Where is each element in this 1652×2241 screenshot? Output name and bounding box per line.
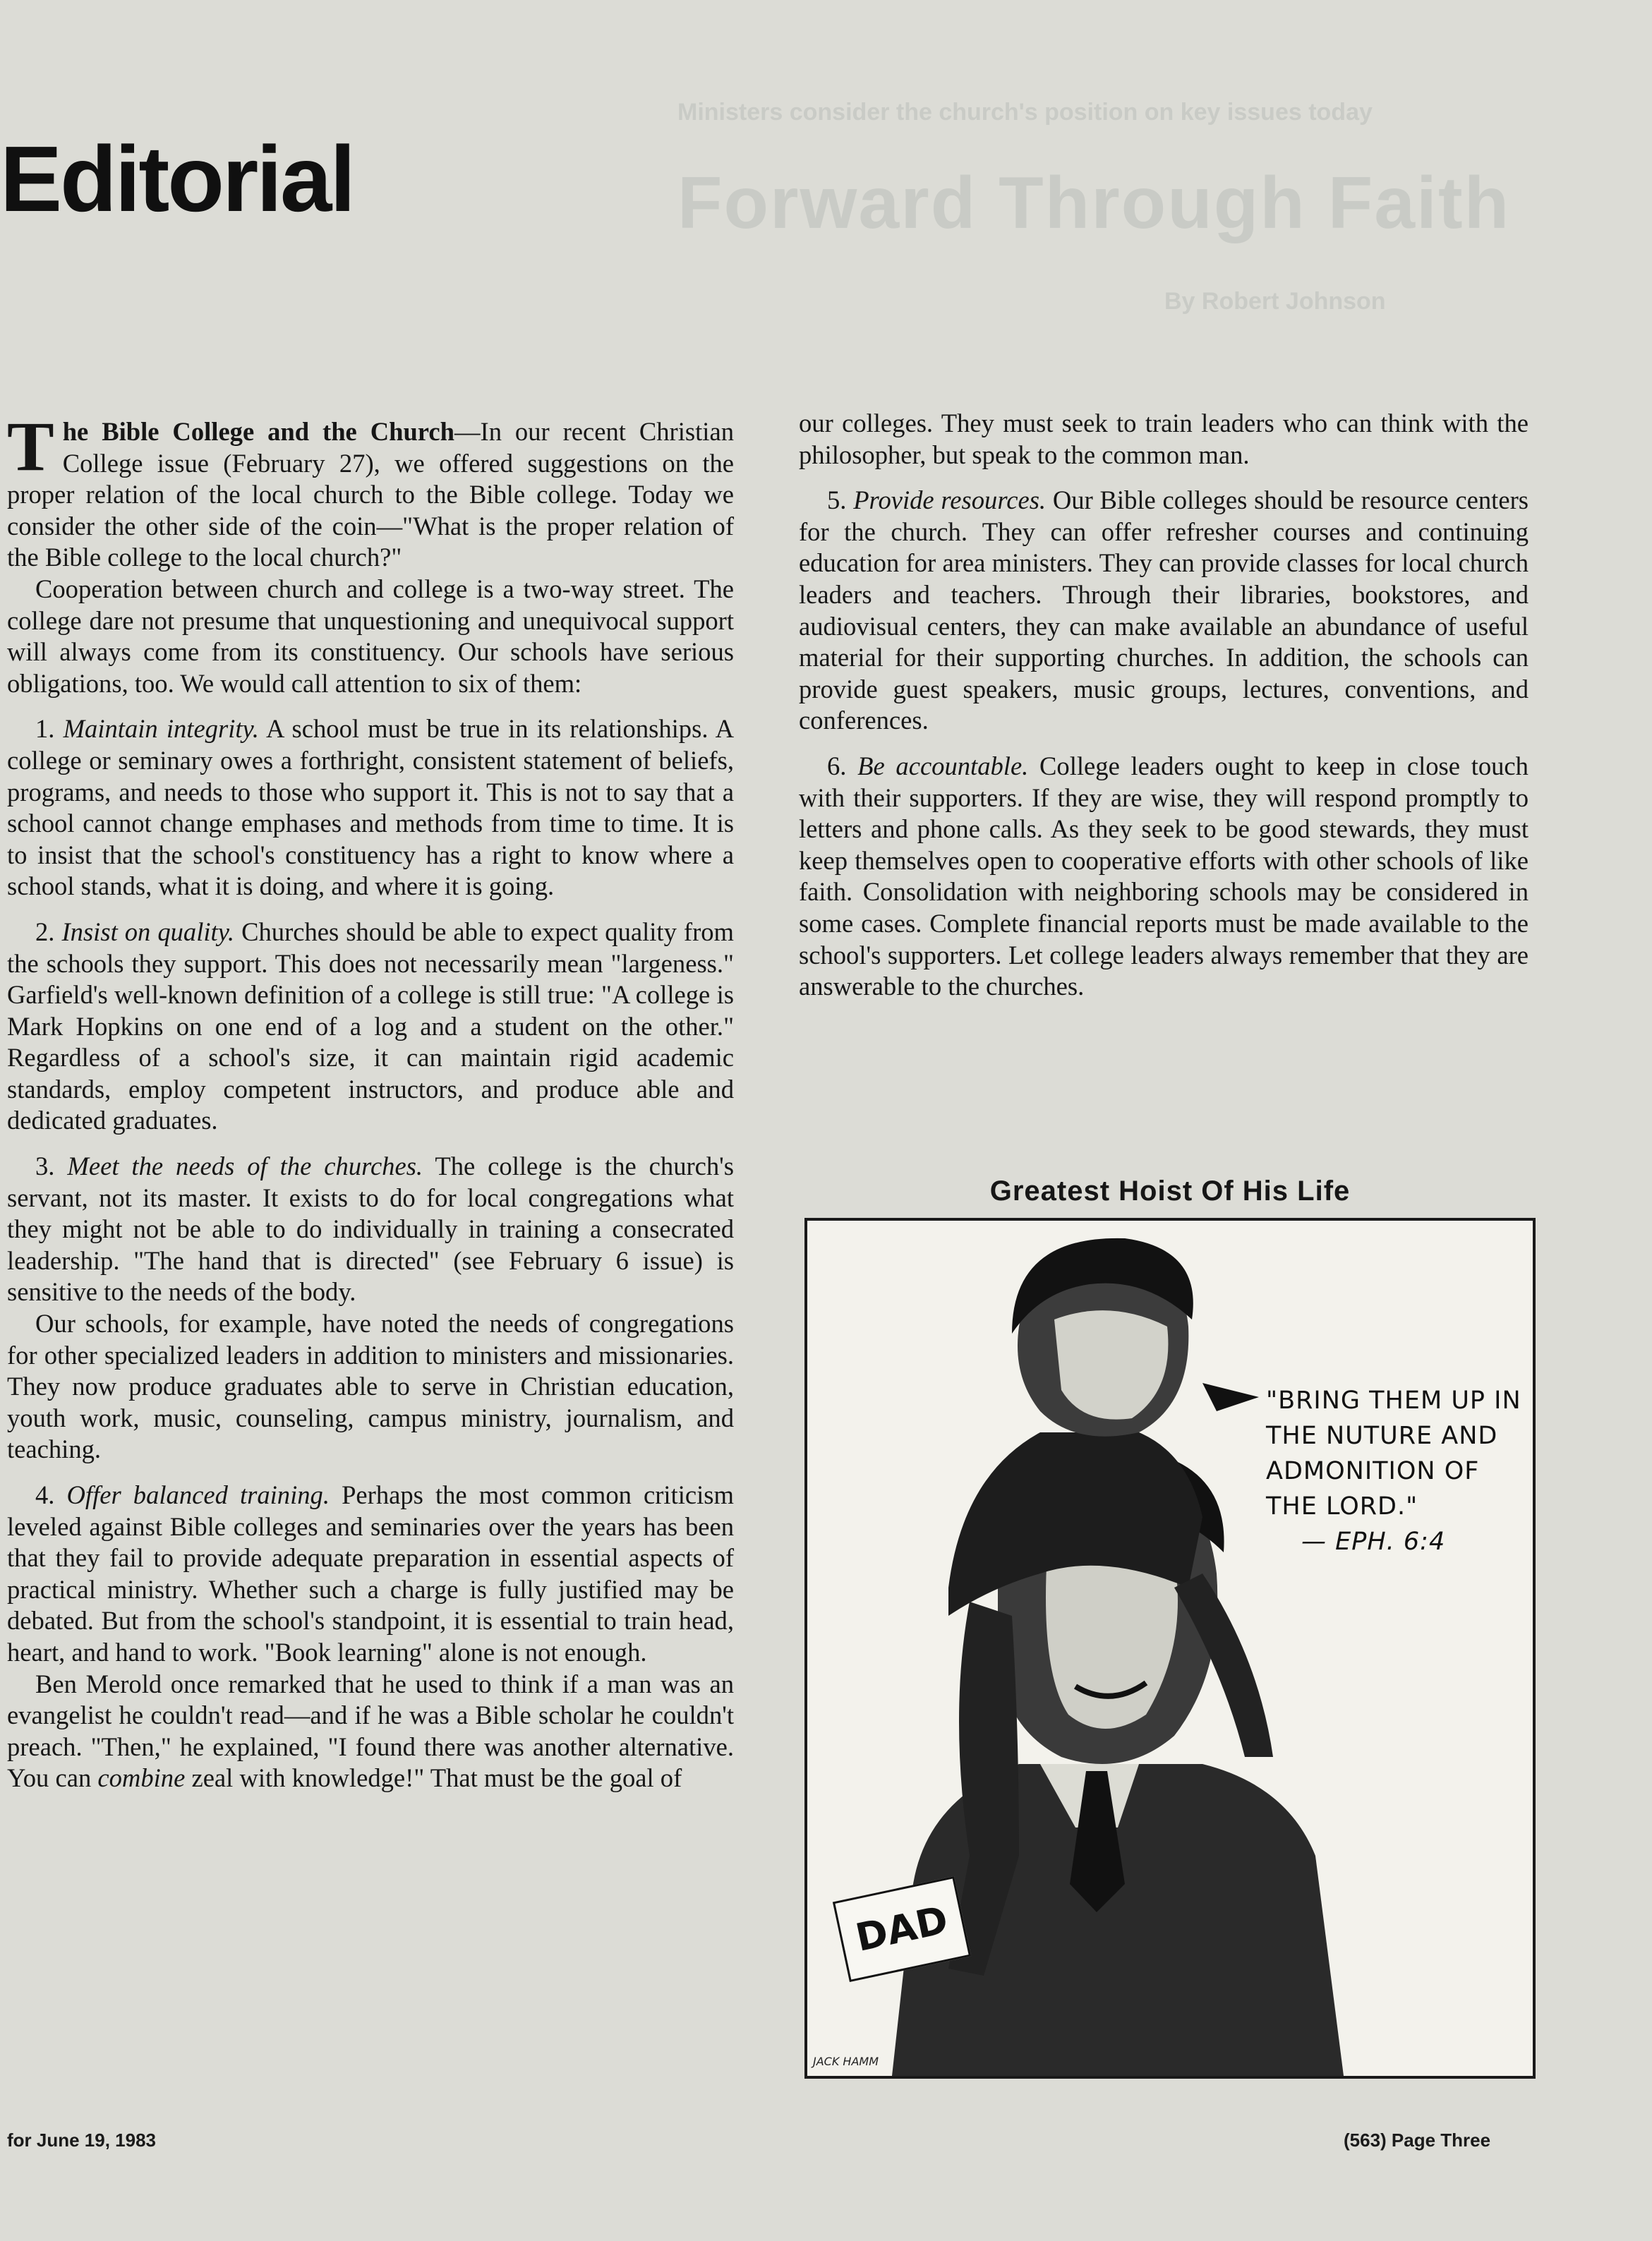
point-4-paragraph-a: Ben Merold once remarked that he used to think if a man was an evangelist he couldn't read—and if he was a Bible scholar he couldn't preach. "Then," he explained, "I found there was another alternative. You can (7, 1669, 734, 1793)
bleed-byline: By Robert Johnson (1164, 288, 1386, 315)
point-3 (7, 1151, 734, 1308)
bleed-title: Forward Through Faith (677, 162, 1511, 244)
point-5-number: 5. (827, 485, 847, 515)
point-2 (7, 917, 734, 1137)
lead-paragraph (7, 407, 734, 574)
point-4 (7, 1480, 734, 1669)
point-5 (799, 485, 1529, 737)
point-4-heading: Offer balanced training. (66, 1480, 330, 1509)
footer-page-number: (563) Page Three (1344, 2130, 1491, 2151)
lead-heading: he Bible College and the Church (62, 417, 454, 446)
article-column-right (799, 408, 1529, 1003)
point-2-number: 2. (35, 917, 55, 946)
point-1-number: 1. (35, 714, 55, 744)
point-6 (799, 751, 1529, 1003)
lead-text: —In our recent Christian College issue (February 27), we offered suggestions on the proper relation of the local church to the Bible college. Today we consider the other side of the coin—"What is the proper relation of the Bible college to the local church?" (7, 417, 734, 572)
point-3-number: 3. (35, 1152, 55, 1181)
point-3-text: The college is the church's servant, not its master. It exists to do for local congregations what they might not be able to do individually in training a consecrated leadership. "The hand that is directed" (see February 6 issue) is sensitive to the needs of the body. (7, 1152, 735, 1307)
point-1 (7, 713, 734, 902)
paragraph-cooperation: Cooperation between church and college is a two-way street. The college dare not presume that unquestioning and unequivocal support will always come from its constituency. Our schools have serious obligations, too. We would call attention to six of them: (7, 574, 734, 698)
point-6-heading: Be accountable. (857, 751, 1029, 780)
masthead-title: Editorial (0, 127, 354, 231)
point-2-heading: Insist on quality. (61, 917, 235, 946)
point-5-text: Our Bible colleges should be resource centers for the church. They can offer refresher courses and continuing education for area ministers. They can provide classes for local church leaders and teachers. Through their libraries, bookstores, and audiovisual centers, they can make available an abundance of useful material for their supporting churches. In addition, the schools can provide guest speakers, music groups, lectures, conventions, and conferences. (799, 485, 1529, 735)
point-4-paragraph (7, 1669, 734, 1794)
cartoon-title: Greatest Hoist Of His Life (989, 1176, 1351, 1207)
point-2-text: Churches should be able to expect quality from the schools they support. This does not necessarily mean "largeness." Garfield's well-known definition of a college is still true: "A college is Mark Hopkins on one end of a log and a student on the other." Regardless of a school's size, it can maintain rigid academic standards, employ competent instructors, and produce able and dedicated graduates. (7, 917, 734, 1135)
bleed-through-headline (677, 99, 1545, 315)
point-1-text: A school must be true in its relationships. A college or seminary owes a forthright, consistent statement of beliefs, programs, and needs to those who support it. This is not to say that a school cannot change emphases and methods from time to time. It is to insist that the school's constituency has a right to know where a school stands, what it is doing, and where it is going. (7, 714, 734, 901)
point-4-text: Perhaps the most common criticism leveled against Bible colleges and seminaries over the years has been that they fail to provide adequate preparation in essential aspects of practical ministry. Whether such a charge is fully justified may be debated. But from the school's standpoint, it is essential to train head, heart, and hand to work. "Book learning" alone is not enough. (7, 1480, 734, 1667)
point-4-continuation: our colleges. They must seek to train leaders who can think with the philosopher, but speak to the common man. (799, 409, 1529, 469)
cartoon-quote-reference: — EPH. 6:4 (1301, 1528, 1446, 1556)
footer-date: for June 19, 1983 (7, 2130, 156, 2151)
drop-cap: T (7, 407, 54, 485)
article-column-left (7, 407, 735, 1794)
point-3-heading: Meet the needs of the churches. (67, 1152, 423, 1181)
cartoon-quote (1266, 1383, 1534, 1559)
dad-sign: DAD (833, 1876, 971, 1982)
point-6-number: 6. (827, 751, 847, 780)
point-4-number: 4. (35, 1480, 55, 1509)
cartoon-panel (804, 1218, 1536, 2079)
point-1-heading: Maintain integrity. (63, 714, 259, 744)
cartoon-quote-text: "BRING THEM UP IN THE NUTURE AND ADMONITION OF THE LORD." (1266, 1387, 1521, 1521)
point-4-paragraph-emphasis: combine (97, 1763, 186, 1793)
point-3-paragraph: Our schools, for example, have noted the needs of congregations for other specialized leaders in addition to ministers and missionaries. They now produce graduates able to serve in Christian education, youth work, music, counseling, campus ministry, journalism, and teaching. (7, 1309, 734, 1464)
artist-signature: JACK HAMM (813, 2055, 879, 2068)
bleed-kicker: Ministers consider the church's position on key issues today (677, 99, 1373, 126)
point-4-paragraph-b: zeal with knowledge!" That must be the goal of (185, 1763, 682, 1793)
speech-pointer (1202, 1383, 1259, 1411)
point-6-text: College leaders ought to keep in close touch with their supporters. If they are wise, they will respond promptly to letters and phone calls. As they seek to be good stewards, they must keep themselves open to cooperative efforts with other schools of like faith. Consolidation with neighboring schools may be considered in some cases. Complete financial reports must be made available to the school's supporters. Let college leaders always remember that they are answerable to the churches. (799, 751, 1529, 1001)
point-5-heading: Provide resources. (853, 485, 1047, 515)
